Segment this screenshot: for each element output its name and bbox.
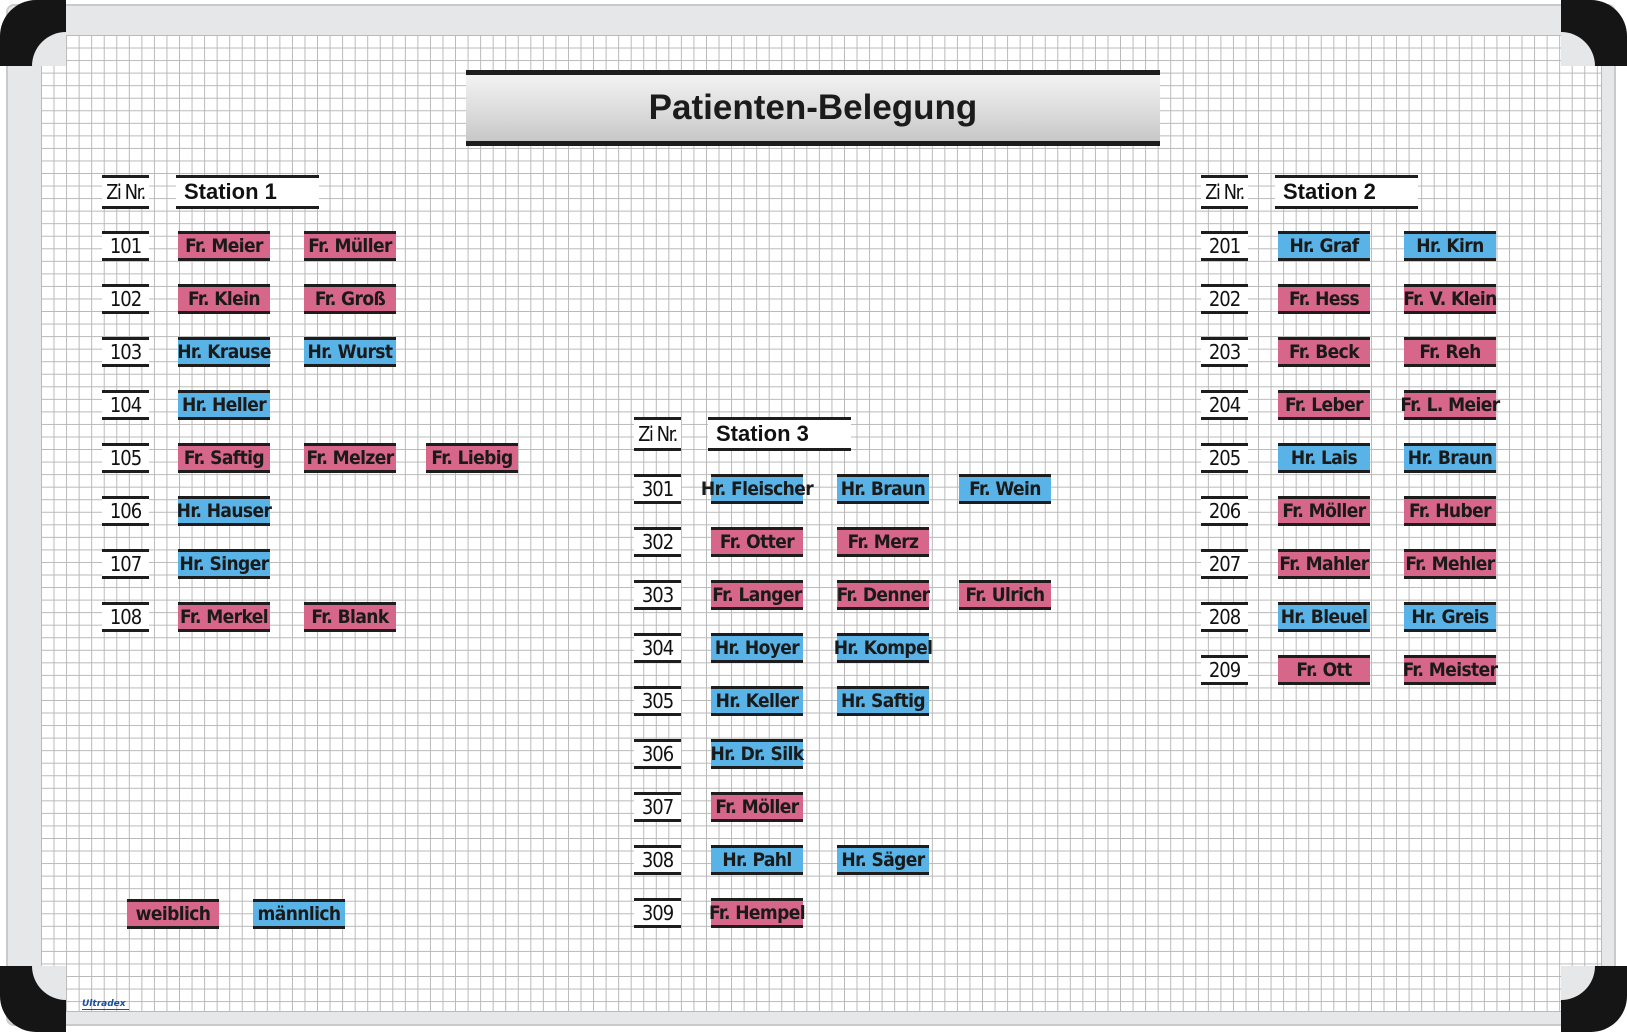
patient-tag[interactable]: Fr. Möller [711, 792, 803, 822]
patient-tag[interactable]: Fr. Ott [1278, 655, 1370, 685]
patient-tag[interactable]: Fr. L. Meier [1404, 390, 1496, 420]
patient-tag[interactable]: Hr. Bleuel [1278, 602, 1370, 632]
patient-tag[interactable]: Hr. Kompel [837, 633, 929, 663]
room-number: 308 [634, 845, 681, 875]
room-number: 108 [102, 602, 149, 632]
patient-tag[interactable]: Fr. Liebig [426, 443, 518, 473]
room-number: 104 [102, 390, 149, 420]
frame-corner-top-right [1561, 0, 1627, 66]
room-number: 209 [1201, 655, 1248, 685]
patient-tag[interactable]: Fr. Blank [304, 602, 396, 632]
patient-tag[interactable]: Hr. Greis [1404, 602, 1496, 632]
patient-tag[interactable]: Fr. Otter [711, 527, 803, 557]
room-number: 201 [1201, 231, 1248, 261]
room-number: 202 [1201, 284, 1248, 314]
patient-tag[interactable]: Fr. Müller [304, 231, 396, 261]
patient-tag[interactable]: Hr. Braun [1404, 443, 1496, 473]
patient-tag[interactable]: Fr. Saftig [178, 443, 270, 473]
patient-tag[interactable]: Fr. Mehler [1404, 549, 1496, 579]
patient-tag[interactable]: Fr. Wein [959, 474, 1051, 504]
patient-tag[interactable]: Fr. Hess [1278, 284, 1370, 314]
patient-tag[interactable]: Hr. Fleischer [711, 474, 803, 504]
patient-tag[interactable]: Hr. Graf [1278, 231, 1370, 261]
patient-tag[interactable]: Fr. Reh [1404, 337, 1496, 367]
patient-tag[interactable]: Fr. Ulrich [959, 580, 1051, 610]
patient-tag[interactable]: Hr. Kirn [1404, 231, 1496, 261]
station-name: Station 1 [176, 175, 319, 209]
patient-tag[interactable]: Fr. Mahler [1278, 549, 1370, 579]
room-number: 301 [634, 474, 681, 504]
room-number: 304 [634, 633, 681, 663]
patient-tag[interactable]: Hr. Saftig [837, 686, 929, 716]
room-number: 306 [634, 739, 681, 769]
room-number: 103 [102, 337, 149, 367]
patient-tag[interactable]: Hr. Krause [178, 337, 270, 367]
room-number-column-label: Zi Nr. [102, 175, 149, 209]
patient-tag[interactable]: Fr. Langer [711, 580, 803, 610]
patient-tag[interactable]: Fr. Beck [1278, 337, 1370, 367]
patient-tag[interactable]: Hr. Keller [711, 686, 803, 716]
brand-logo: Ultradex [82, 999, 129, 1010]
page-title: Patienten-Belegung [648, 88, 978, 127]
patient-tag[interactable]: Fr. Hempel [711, 898, 803, 928]
room-number: 207 [1201, 549, 1248, 579]
room-number: 307 [634, 792, 681, 822]
patient-tag[interactable]: Hr. Wurst [304, 337, 396, 367]
room-number: 204 [1201, 390, 1248, 420]
patient-tag[interactable]: Fr. Möller [1278, 496, 1370, 526]
station-name: Station 2 [1275, 175, 1418, 209]
room-number: 101 [102, 231, 149, 261]
room-number-column-label: Zi Nr. [1201, 175, 1248, 209]
patient-tag[interactable]: Fr. Leber [1278, 390, 1370, 420]
legend-male: männlich [253, 899, 345, 929]
room-number: 205 [1201, 443, 1248, 473]
patient-tag[interactable]: Fr. V. Klein [1404, 284, 1496, 314]
room-number: 208 [1201, 602, 1248, 632]
patient-tag[interactable]: Hr. Hauser [178, 496, 270, 526]
room-number: 102 [102, 284, 149, 314]
room-number: 107 [102, 549, 149, 579]
patient-tag[interactable]: Fr. Klein [178, 284, 270, 314]
patient-tag[interactable]: Fr. Huber [1404, 496, 1496, 526]
patient-tag[interactable]: Fr. Merkel [178, 602, 270, 632]
frame-corner-bottom-right [1561, 966, 1627, 1032]
room-number: 303 [634, 580, 681, 610]
patient-tag[interactable]: Fr. Meier [178, 231, 270, 261]
patient-tag[interactable]: Hr. Singer [178, 549, 270, 579]
title-banner [466, 70, 1160, 146]
patient-tag[interactable]: Fr. Groß [304, 284, 396, 314]
patient-tag[interactable]: Hr. Säger [837, 845, 929, 875]
patient-tag[interactable]: Hr. Heller [178, 390, 270, 420]
room-number: 106 [102, 496, 149, 526]
patient-tag[interactable]: Hr. Braun [837, 474, 929, 504]
patient-tag[interactable]: Fr. Merz [837, 527, 929, 557]
frame-corner-top-left [0, 0, 66, 66]
patient-tag[interactable]: Hr. Hoyer [711, 633, 803, 663]
room-number: 203 [1201, 337, 1248, 367]
patient-tag[interactable]: Hr. Dr. Silk [711, 739, 803, 769]
room-number: 302 [634, 527, 681, 557]
patient-tag[interactable]: Hr. Lais [1278, 443, 1370, 473]
patient-tag[interactable]: Hr. Pahl [711, 845, 803, 875]
legend-female: weiblich [127, 899, 219, 929]
patient-tag[interactable]: Fr. Meister [1404, 655, 1496, 685]
room-number: 105 [102, 443, 149, 473]
room-number: 305 [634, 686, 681, 716]
patient-tag[interactable]: Fr. Denner [837, 580, 929, 610]
room-number-column-label: Zi Nr. [634, 417, 681, 451]
room-number: 309 [634, 898, 681, 928]
room-number: 206 [1201, 496, 1248, 526]
patient-tag[interactable]: Fr. Melzer [304, 443, 396, 473]
station-name: Station 3 [708, 417, 851, 451]
